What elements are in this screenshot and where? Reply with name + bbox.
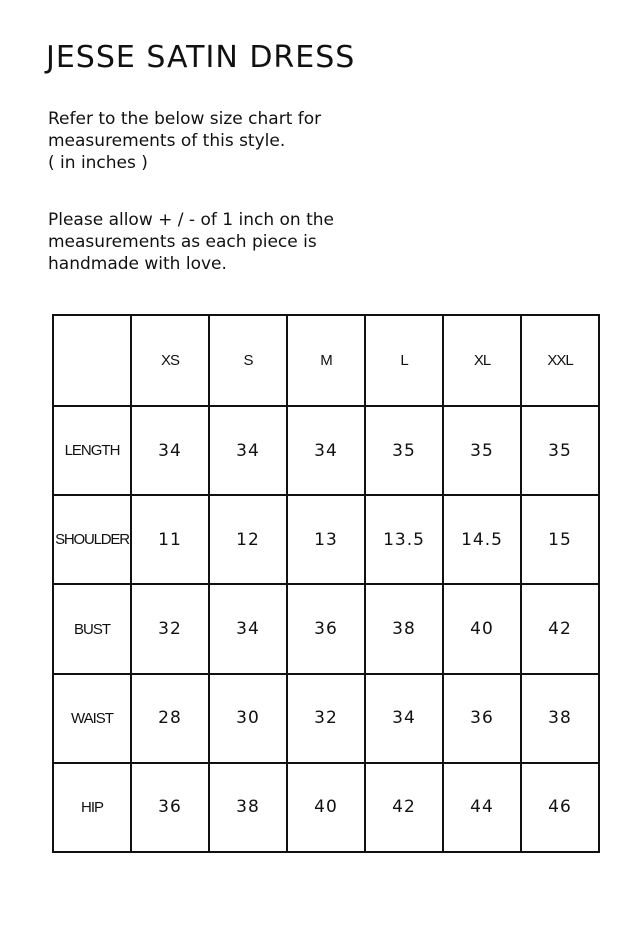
- table-row-length: [53, 406, 599, 495]
- table-cell: 34: [209, 584, 287, 673]
- table-cell: 38: [521, 674, 599, 763]
- intro-line: ( in inches ): [48, 153, 148, 173]
- table-cell: 34: [287, 406, 365, 495]
- table-cell: 35: [521, 406, 599, 495]
- table-cell: 34: [209, 406, 287, 495]
- table-cell: 12: [209, 495, 287, 584]
- table-cell: 42: [365, 763, 443, 852]
- note-line: Please allow + / - of 1 inch on the: [48, 210, 334, 230]
- row-label-waist: WAIST: [53, 674, 131, 763]
- table-cell: 40: [443, 584, 521, 673]
- size-header-s: S: [209, 315, 287, 406]
- table-cell: 35: [443, 406, 521, 495]
- row-label-bust: BUST: [53, 584, 131, 673]
- size-header-xxl: XXL: [521, 315, 599, 406]
- note-line: measurements as each piece is: [48, 232, 317, 252]
- table-cell: 40: [287, 763, 365, 852]
- page-title: JESSE SATIN DRESS: [46, 40, 356, 75]
- table-row-hip: [53, 763, 599, 852]
- table-cell: 38: [209, 763, 287, 852]
- table-cell: 32: [131, 584, 209, 673]
- table-cell: 36: [131, 763, 209, 852]
- table-cell: 13: [287, 495, 365, 584]
- table-cell: 32: [287, 674, 365, 763]
- table-cell: 15: [521, 495, 599, 584]
- size-header-xl: XL: [443, 315, 521, 406]
- table-row-shoulder: [53, 495, 599, 584]
- table-cell: 36: [287, 584, 365, 673]
- table-cell: 38: [365, 584, 443, 673]
- table-cell: 44: [443, 763, 521, 852]
- size-header-m: M: [287, 315, 365, 406]
- row-label-length: LENGTH: [53, 406, 131, 495]
- size-chart-table: [52, 314, 600, 853]
- row-label-hip: HIP: [53, 763, 131, 852]
- table-cell: 11: [131, 495, 209, 584]
- size-header-xs: XS: [131, 315, 209, 406]
- table-cell: 28: [131, 674, 209, 763]
- table-cell: 35: [365, 406, 443, 495]
- table-cell: 46: [521, 763, 599, 852]
- table-cell: 34: [131, 406, 209, 495]
- tolerance-note: [48, 209, 334, 275]
- intro-text: [48, 108, 321, 174]
- row-label-shoulder: SHOULDER: [53, 495, 131, 584]
- table-cell: 36: [443, 674, 521, 763]
- note-line: handmade with love.: [48, 254, 227, 274]
- table-cell: 42: [521, 584, 599, 673]
- table-cell: 34: [365, 674, 443, 763]
- table-row-waist: [53, 674, 599, 763]
- corner-cell: [53, 315, 131, 406]
- intro-line: Refer to the below size chart for: [48, 109, 322, 129]
- table-cell: 13.5: [365, 495, 443, 584]
- size-header-row: [53, 315, 599, 406]
- table-cell: 30: [209, 674, 287, 763]
- table-row-bust: [53, 584, 599, 673]
- intro-line: measurements of this style.: [48, 131, 286, 151]
- table-cell: 14.5: [443, 495, 521, 584]
- size-header-l: L: [365, 315, 443, 406]
